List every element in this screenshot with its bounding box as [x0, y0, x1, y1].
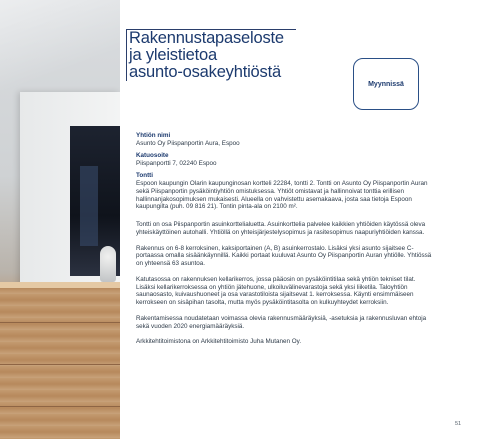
- wooden-sideboard: [0, 282, 120, 439]
- address-label: Katuosoite: [136, 152, 169, 160]
- light-beam: [0, 0, 120, 90]
- drawer-divider: [0, 406, 120, 407]
- company-name-label: Yhtiön nimi: [136, 132, 171, 139]
- for-sale-badge: Myynnissä: [353, 58, 419, 110]
- table-lamp: [100, 246, 116, 282]
- page-number: 51: [455, 421, 462, 427]
- title-line: ja yleistietoa: [129, 46, 217, 64]
- content-column: [136, 132, 434, 354]
- page-title: [129, 30, 284, 81]
- paragraph: Rakennus on 6-8 kerroksinen, kaksiportainen (A, B) asuinkerrostalo. Lisäksi yksi asunto sijaitsee C-portaassa omalla sisäänkäynnillä. Kaikki portaat kuuluvat Asunto Oy Piispanportin Auran yhtiölle. Yhtiössä on yhteensä 63 asuntoa.: [136, 244, 432, 268]
- company-name-value: Asunto Oy Piispanportin Aura, Espoo: [136, 139, 240, 147]
- interior-photo: [0, 0, 120, 439]
- title-line: Rakennustapaseloste: [129, 29, 284, 47]
- paragraph: Katutasossa on rakennuksen kellarikerros, jossa pääosin on pysäköintitilaa sekä yhtiön tekniset tilat. Lisäksi kellarikerroksessa on yhtiön jätehuone, ulkoiluvälinevarastoja sekä yksi liiketila. Taloyhtiön saunaosasto, kuivaushuoneet ja osa varastotiloista sijaitsevat 1. kerroksessa. Käynti ensimmäiseen kerrokseen on sisäpihan tasolta, mutta myös pysäköintitasolta on kulkuyhteydet kerroksiin.: [136, 275, 416, 307]
- paragraph: Arkkitehtitoimistona on Arkkitehtitoimisto Juha Mutanen Oy.: [136, 338, 302, 346]
- paragraph: Tontti on osa Piispanportin asuinkorttelialuetta. Asuinkorttelia palvelee kaikkien yhtiöiden käytössä oleva yhteiskäyttöinen autohalli. Yhtiöllä on yhteisjärjestelysopimus ja rasitesopimus naapuriyhtiöiden kanssa.: [136, 221, 426, 236]
- plot-description: Espoon kaupungin Olarin kaupunginosan kortteli 22284, tontti 2. Tontti on Asunto Oy Piispanportin Auran sekä Piispanportin pysäköintiyhtiön omistuksessa. Yhtiöt omistavat ja hallinnoivat tonttia erillisen hallinnanjakosopimuksen mukaisesti. Alueella on vahvistettu asemakaava, josta saa tietoja Espoon kaupungilta (puh. 09 816 21). Tontin pinta-ala on 2100 m².: [136, 179, 428, 211]
- drawer-divider: [0, 364, 120, 365]
- drawer-divider: [0, 322, 120, 323]
- plot-label: Tontti: [136, 172, 154, 180]
- title-line: asunto-osakeyhtiöstä: [129, 63, 281, 81]
- address-value: Piispanportti 7, 02240 Espoo: [136, 159, 217, 167]
- title-box: [126, 30, 284, 81]
- paragraph: Rakentamisessa noudatetaan voimassa olevia rakennusmääräyksiä, -asetuksia ja rakennusluvan ehtoja sekä vuoden 2020 energiamääräyksiä.: [136, 314, 427, 330]
